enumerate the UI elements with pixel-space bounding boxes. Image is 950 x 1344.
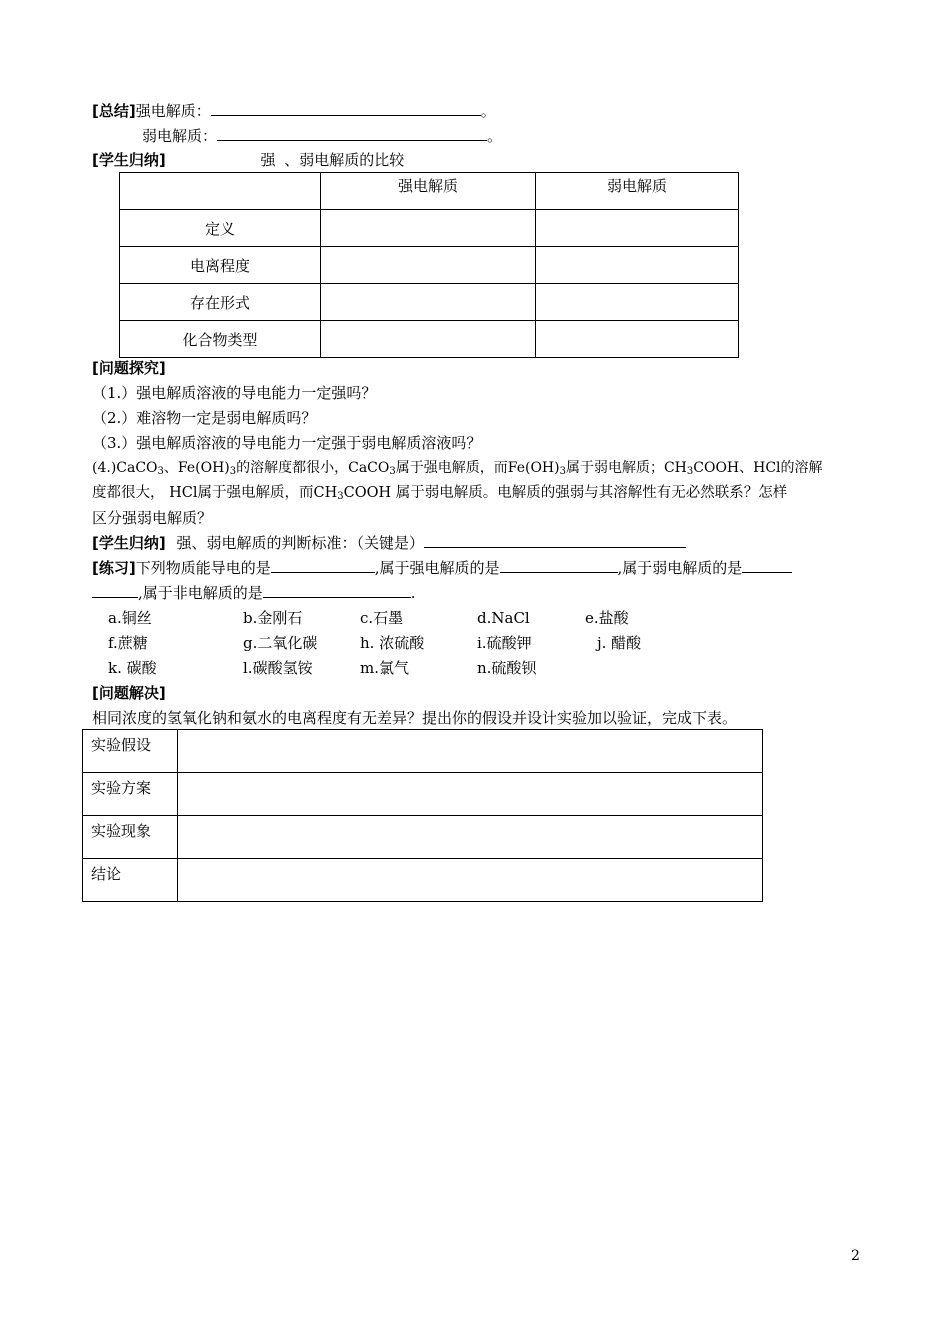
criteria-text: 强、弱电解质的判断标准：（关键是） <box>176 534 425 552</box>
answer-cell[interactable] <box>178 730 763 773</box>
option-d: d.NaCl <box>477 609 530 627</box>
solve-tag: [问题解决] <box>92 684 166 702</box>
table-row <box>120 247 739 284</box>
row-label: 实验假设 <box>83 730 178 773</box>
q4-text: COOH 属于弱电解质。电解质的强弱与其溶解性有无必然联系？怎样 <box>343 485 788 501</box>
header-cell: 弱电解质 <box>536 173 739 210</box>
weak-electrolyte-blank[interactable] <box>217 125 487 141</box>
row-label: 实验方案 <box>83 773 178 816</box>
end-mark: 。 <box>480 102 496 120</box>
table-header-row <box>120 173 739 210</box>
conductive-blank[interactable] <box>271 557 375 573</box>
nonelectrolyte-blank[interactable] <box>263 582 411 598</box>
practice-line-1 <box>92 557 792 579</box>
answer-cell[interactable] <box>536 210 739 247</box>
summary-strong-line <box>92 100 496 122</box>
answer-cell[interactable] <box>321 321 536 358</box>
row-label: 电离程度 <box>120 247 321 284</box>
answer-cell[interactable] <box>536 284 739 321</box>
option-l: l.碳酸氢铵 <box>243 659 313 677</box>
answer-cell[interactable] <box>178 773 763 816</box>
explore-tag: [问题探究] <box>92 359 166 377</box>
option-a: a.铜丝 <box>108 609 152 627</box>
header-cell: 强电解质 <box>321 173 536 210</box>
q4-text: COOH、HCl的溶解 <box>693 460 823 476</box>
option-n: n.硫酸钡 <box>477 659 537 677</box>
summary-weak-line <box>142 125 502 147</box>
option-i: i.硫酸钾 <box>477 634 532 652</box>
q4-text: 属于弱电解质；CH <box>565 460 687 476</box>
question-2: （2.）难溶物一定是弱电解质吗？ <box>92 409 317 427</box>
experiment-table <box>82 729 763 902</box>
subscript: 3 <box>686 466 694 477</box>
option-h: h. 浓硫酸 <box>360 634 425 652</box>
comparison-table <box>119 172 739 358</box>
strong-electrolyte-label: 强电解质： <box>135 102 211 120</box>
row-label: 结论 <box>83 859 178 902</box>
end-mark: . <box>410 584 416 602</box>
question-4-line-2 <box>92 482 787 504</box>
induction1-tag: [学生归纳] <box>92 151 166 169</box>
practice-line-2 <box>92 582 416 604</box>
subscript: 3 <box>559 466 566 477</box>
row-label: 存在形式 <box>120 284 321 321</box>
table-row <box>120 210 739 247</box>
induction2-line <box>92 532 686 554</box>
answer-cell[interactable] <box>178 816 763 859</box>
compare-title-b: 、弱电解质的比较 <box>284 151 405 169</box>
subscript: 3 <box>389 466 396 477</box>
question-3: （3.）强电解质溶液的导电能力一定强于弱电解质溶液吗？ <box>92 434 482 452</box>
subscript: 3 <box>337 491 344 502</box>
option-m: m.氯气 <box>360 659 409 677</box>
page-number: 2 <box>851 1248 860 1264</box>
option-e: e.盐酸 <box>585 609 629 627</box>
table-row <box>83 773 763 816</box>
table-row <box>120 284 739 321</box>
practice-text: ,属于强电解质的是 <box>374 559 500 577</box>
induction1-line <box>92 149 404 171</box>
strong-electrolyte-blank[interactable] <box>211 100 481 116</box>
question-4-line-3: 区分强弱电解质？ <box>92 509 213 527</box>
answer-cell[interactable] <box>321 284 536 321</box>
weak-blank-part2[interactable] <box>92 582 138 598</box>
option-c: c.石墨 <box>360 609 404 627</box>
option-j: j. 醋酸 <box>597 634 642 652</box>
practice-text: ,属于弱电解质的是 <box>617 559 743 577</box>
q4-text: 属于强电解质，而Fe(OH) <box>395 460 560 476</box>
row-label: 定义 <box>120 210 321 247</box>
subscript: 3 <box>157 466 164 477</box>
question-4-line-1 <box>92 457 823 479</box>
answer-cell[interactable] <box>178 859 763 902</box>
solve-question: 相同浓度的氢氧化钠和氨水的电离程度有无差异？提出你的假设并设计实验加以验证，完成下表。 <box>92 709 738 727</box>
header-cell <box>120 173 321 210</box>
answer-cell[interactable] <box>536 247 739 284</box>
row-label: 化合物类型 <box>120 321 321 358</box>
q4-text: 度都很大， HCl属于强电解质，而CH <box>92 485 338 501</box>
q4-text: (4.)CaCO <box>92 460 158 476</box>
q4-text: 、Fe(OH) <box>163 460 230 476</box>
summary-tag: [总结] <box>92 102 136 120</box>
question-1: （1.）强电解质溶液的导电能力一定强吗？ <box>92 384 377 402</box>
table-row <box>83 816 763 859</box>
criteria-blank[interactable] <box>424 532 686 548</box>
answer-cell[interactable] <box>321 247 536 284</box>
table-row <box>83 730 763 773</box>
weak-blank-part1[interactable] <box>742 557 792 573</box>
option-k: k. 碳酸 <box>108 659 157 677</box>
practice-text: ,属于非电解质的是 <box>138 584 263 602</box>
answer-cell[interactable] <box>321 210 536 247</box>
end-mark: 。 <box>487 127 503 145</box>
practice-text: 下列物质能导电的是 <box>135 559 271 577</box>
option-f: f.蔗糖 <box>108 634 148 652</box>
row-label: 实验现象 <box>83 816 178 859</box>
table-row <box>83 859 763 902</box>
subscript: 3 <box>229 466 237 477</box>
answer-cell[interactable] <box>536 321 739 358</box>
q4-text: 的溶解度都很小，CaCO <box>236 460 390 476</box>
compare-title-a: 强 <box>260 151 276 169</box>
option-b: b.金刚石 <box>243 609 303 627</box>
table-row <box>120 321 739 358</box>
weak-electrolyte-label: 弱电解质： <box>142 127 218 145</box>
practice-tag: [练习] <box>92 559 136 577</box>
strong-blank[interactable] <box>500 557 618 573</box>
induction2-tag: [学生归纳] <box>92 534 166 552</box>
option-g: g.二氧化碳 <box>243 634 318 652</box>
